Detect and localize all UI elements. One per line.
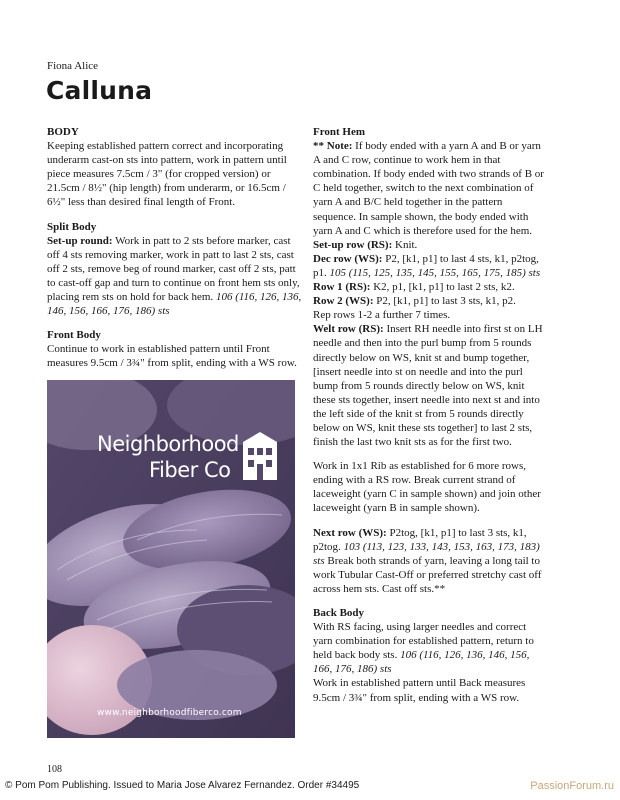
repeat-text: Rep rows 1-2 a further 7 times. xyxy=(313,309,451,322)
page-title: Calluna xyxy=(46,76,153,105)
dec-row-label: Dec row (WS): xyxy=(313,252,383,265)
split-body-text xyxy=(47,234,303,319)
next-row-after: Break both strands of yarn, leaving a long tail to work Tubular Cast-Off or preferred stretchy cast off across hem sts. Cast off sts.** xyxy=(313,554,542,595)
setup-row-text: Knit. xyxy=(392,238,418,251)
next-row-paragraph xyxy=(313,526,548,596)
dec-row xyxy=(313,252,548,280)
front-hem-heading: Front Hem xyxy=(313,126,366,138)
site-watermark: PassionForum.ru xyxy=(530,780,614,792)
row-2 xyxy=(313,294,548,308)
back-body-text-2: Work in established pattern until Back measures 9.5cm / 3¾" from split, ending with a WS row. xyxy=(313,677,526,704)
setup-row-label: Set-up row (RS): xyxy=(313,238,393,251)
left-column xyxy=(47,125,303,381)
back-body-heading: Back Body xyxy=(313,607,365,619)
front-body-heading: Front Body xyxy=(47,329,101,342)
note-label: ** Note: xyxy=(313,140,353,153)
row-2-label: Row 2 (WS): xyxy=(313,295,374,308)
body-text: Keeping established pattern correct and incorporating underarm cast-on sts into pattern, work in pattern until piece measures 7.5cm / 3" (for cropped version) or 21.5cm / 8½" (hip length) from underarm, or 16.5cm / 6½" less than desired final length of Front. xyxy=(47,140,287,209)
page-number: 108 xyxy=(47,764,62,775)
brand-line-2: Fiber Co xyxy=(149,458,231,482)
right-column xyxy=(313,125,548,715)
row-1-label: Row 1 (RS): xyxy=(313,281,371,294)
back-body-counts: 106 (116, 126, 136, 146, 156, 166, 176, 186) sts xyxy=(313,649,530,676)
advert-url: www.neighborhoodfiberco.com xyxy=(97,708,242,718)
yarn-advert-image xyxy=(47,380,295,738)
front-hem-instructions xyxy=(313,139,548,449)
setup-round-text: Work in patt to 2 sts before marker, cast off 4 sts removing marker, work in patt to last 2 sts, cast off 2 sts, remove beg of round marker, cast off 2 sts, patt to cast-off gap and turn to continue on front hem sts only, placing rem sts on hold for back hem. xyxy=(47,234,300,304)
body-heading: BODY xyxy=(47,126,79,138)
row-1 xyxy=(313,280,548,294)
back-body-text: With RS facing, using larger needles and correct yarn combination for established pattern, return to held back body sts. xyxy=(313,621,534,662)
setup-round-counts: 106 (116, 126, 136, 146, 156, 166, 176, 186) sts xyxy=(47,291,302,318)
back-body-paragraph xyxy=(313,620,548,705)
front-body-text: Continue to work in established pattern until Front measures 9.5cm / 3¾" from split, ending with a WS row. xyxy=(47,343,297,370)
welt-row-text: Insert RH needle into first st on LH needle and then into the purl bump from 5 rounds directly below on WS, knit st and bump together, [insert needle into st on needle and into the purl bump from 5 rounds directly below on WS, knit these sts together, insert needle into next st and into the left side of the knit st from 5 rounds directly below on WS, knit these sts together] to last 2 sts, finish the last two knit sts as for the first two. xyxy=(313,323,543,449)
welt-row xyxy=(313,322,548,449)
welt-row-label: Welt row (RS): xyxy=(313,323,384,336)
next-row-counts: 103 (113, 123, 133, 143, 153, 163, 173, 183) sts xyxy=(313,540,540,567)
note-text: If body ended with a yarn A and B or yarn A and C row, continue to work hem in that combination. If body ended with two strands of B or C held together, switch to the next combination of yarn A and B/C held together in the pattern sequence. In sample shown, the body ended with yarn A and C which is therefore used for the hem. xyxy=(313,140,544,237)
dec-row-text: P2, [k1, p1] to last 4 sts, k1, p2tog, p1. xyxy=(313,252,539,279)
brand-logo xyxy=(47,428,295,490)
copyright-footer: © Pom Pom Publishing. Issued to Maria Jose Alvarez Fernandez. Order #34495 xyxy=(5,780,360,791)
setup-row xyxy=(313,238,548,252)
next-row-text: P2tog, [k1, p1] to last 3 sts, k1, p2tog. xyxy=(313,526,527,553)
brand-line-1: Neighborhood xyxy=(97,432,239,456)
setup-round-label: Set-up round: xyxy=(47,234,113,247)
note-paragraph xyxy=(313,139,548,238)
next-row-label: Next row (WS): xyxy=(313,526,387,539)
rib-paragraph: Work in 1x1 Rib as established for 6 more rows, ending with a RS row. Break current strand of laceweight (yarn C in sample shown) and join other laceweight (yarn B in sample shown). xyxy=(313,460,541,515)
split-body-heading: Split Body xyxy=(47,220,97,233)
row-1-text: K2, p1, [k1, p1] to last 2 sts, k2. xyxy=(370,281,515,294)
row-2-text: P2, [k1, p1] to last 3 sts, k1, p2. xyxy=(373,295,516,308)
dec-row-counts: 105 (115, 125, 135, 145, 155, 165, 175, 185) sts xyxy=(329,266,541,279)
author-name: Fiona Alice xyxy=(47,60,99,72)
